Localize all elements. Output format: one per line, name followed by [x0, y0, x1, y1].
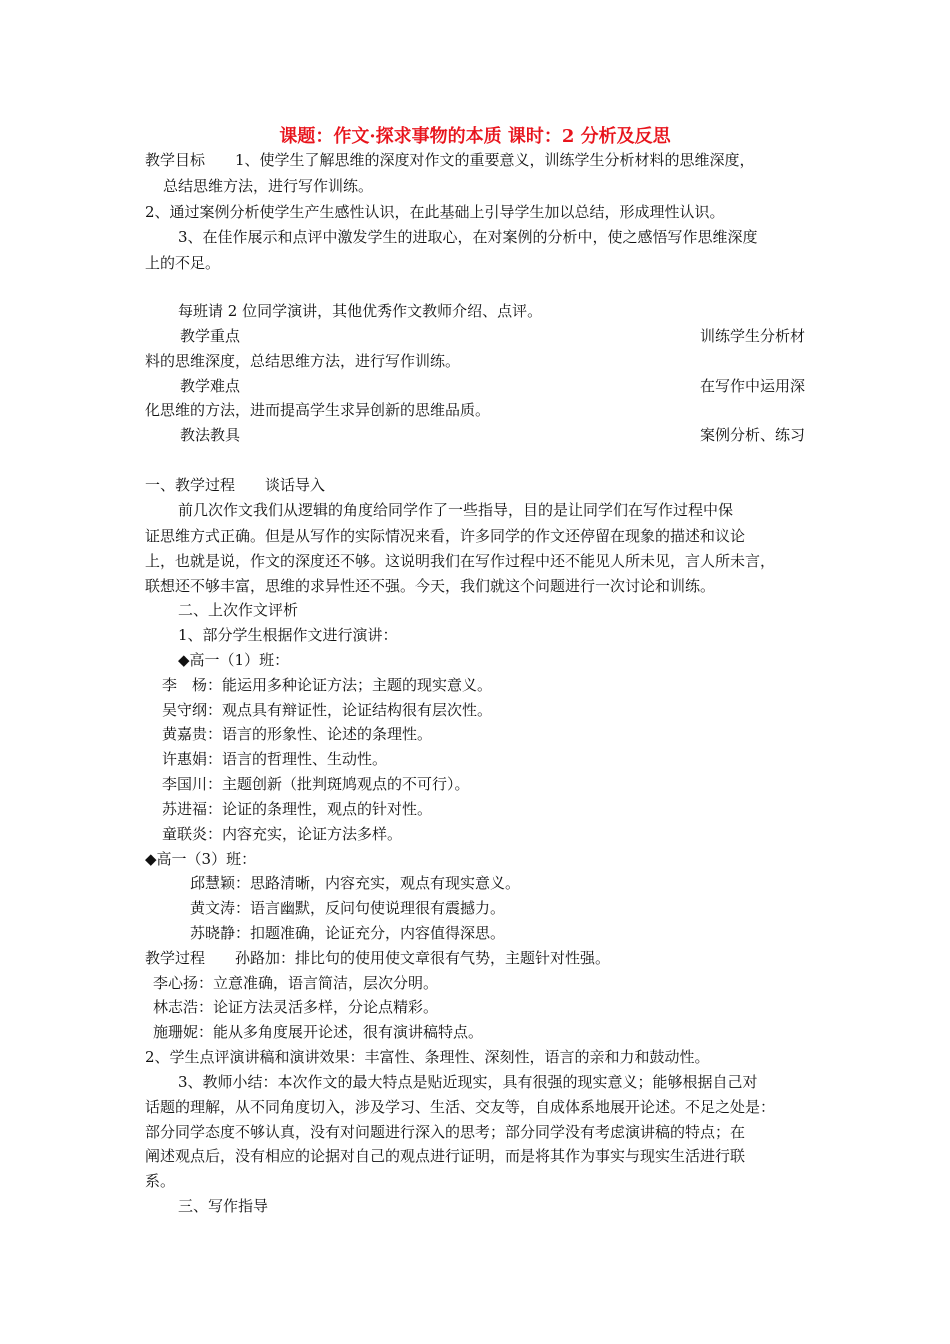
methods-value: 案例分析、练习	[699, 426, 805, 444]
paragraph-line: 上，也就是说，作文的深度还不够。这说明我们在写作过程中还不能见人所未见，言人所未言，	[145, 552, 776, 570]
paragraph-line: 前几次作文我们从逻辑的角度给同学作了一些指导，目的是让同学们在写作过程中保	[178, 501, 734, 519]
paragraph-line: 部分同学态度不够认真，没有对问题进行深入的思考；部分同学没有考虑演讲稿的特点；在	[145, 1123, 746, 1141]
process-heading: 一、教学过程 谈话导入	[145, 476, 326, 494]
student-comment: 李 杨：能运用多种论证方法；主题的现实意义。	[162, 676, 493, 694]
key-point-value-cont: 料的思维深度，总结思维方法，进行写作训练。	[145, 352, 461, 370]
difficulty-value-cont: 化思维的方法，进而提高学生求异创新的思维品质。	[145, 401, 491, 419]
paragraph-line: 话题的理解，从不同角度切入，涉及学习、生活、交友等，自成体系地展开论述。不足之处是：	[145, 1098, 776, 1116]
document-title: 课题：作文·探求事物的本质 课时：2 分析及反思	[279, 126, 671, 147]
student-comment: 苏晓静：扣题准确，论证充分，内容值得深思。	[190, 924, 506, 942]
difficulty-value: 在写作中运用深	[699, 377, 805, 395]
paragraph-line: 证思维方式正确。但是从写作的实际情况来看，许多同学的作文还停留在现象的描述和议论	[145, 527, 746, 545]
goals-line: 教学目标 1、使学生了解思维的深度对作文的重要意义，训练学生分析材料的思维深度，	[145, 151, 755, 169]
student-comment: 李国川：主题创新（批判斑鸠观点的不可行）。	[162, 775, 470, 793]
paragraph-line: 阐述观点后，没有相应的论据对自己的观点进行证明，而是将其作为事实与现实生活进行联	[145, 1147, 746, 1165]
goals-line: 2、通过案例分析使学生产生感性认识，在此基础上引导学生加以总结，形成理性认识。	[145, 203, 725, 221]
student-comment: 李心扬：立意准确，语言简洁，层次分明。	[153, 974, 439, 992]
student-comment: 黄嘉贵：语言的形象性、论述的条理性。	[162, 725, 433, 743]
student-comment: 童联炎：内容充实，论证方法多样。	[162, 825, 403, 843]
student-comment: 苏进福：论证的条理性，观点的针对性。	[162, 800, 433, 818]
student-comment: 邱慧颖：思路清晰，内容充实，观点有现实意义。	[190, 874, 521, 892]
student-comment: 林志浩：论证方法灵活多样，分论点精彩。	[153, 998, 439, 1016]
paragraph-line: 系。	[145, 1172, 176, 1190]
section-heading: 二、上次作文评析	[178, 601, 299, 619]
class-heading: ◆高一（3）班：	[145, 850, 257, 868]
difficulty-label: 教学难点	[180, 377, 241, 395]
goals-line: 3、在佳作展示和点评中激发学生的进取心，在对案例的分析中，使之感悟写作思维深度	[178, 228, 758, 246]
class-heading: ◆高一（1）班：	[178, 651, 290, 669]
methods-label: 教法教具	[180, 426, 241, 444]
student-comment: 施珊妮：能从多角度展开论述，很有演讲稿特点。	[153, 1023, 484, 1041]
key-point-label: 教学重点	[180, 327, 241, 345]
key-point-value: 训练学生分析材	[699, 327, 805, 345]
subsection-heading: 2、学生点评演讲稿和演讲效果：丰富性、条理性、深刻性，语言的亲和力和鼓动性。	[145, 1048, 710, 1066]
paragraph-line: 联想还不够丰富，思维的求异性还不强。今天，我们就这个问题进行一次讨论和训练。	[145, 577, 716, 595]
goals-line: 总结思维方法，进行写作训练。	[163, 177, 374, 195]
student-comment: 黄文涛：语言幽默，反问句使说理很有震撼力。	[190, 899, 506, 917]
student-comment: 许惠娟：语言的哲理性、生动性。	[162, 750, 388, 768]
student-comment: 吴守纲：观点具有辩证性，论证结构很有层次性。	[162, 701, 493, 719]
class-note: 每班请 2 位同学演讲，其他优秀作文教师介绍、点评。	[178, 302, 543, 320]
goals-line: 上的不足。	[145, 254, 221, 272]
student-comment: 教学过程 孙路加：排比句的使用使文章很有气势，主题针对性强。	[145, 949, 611, 967]
section-heading: 三、写作指导	[178, 1197, 269, 1215]
paragraph-line: 3、教师小结：本次作文的最大特点是贴近现实，具有很强的现实意义；能够根据自己对	[178, 1073, 758, 1091]
subsection-heading: 1、部分学生根据作文进行演讲：	[178, 626, 398, 644]
